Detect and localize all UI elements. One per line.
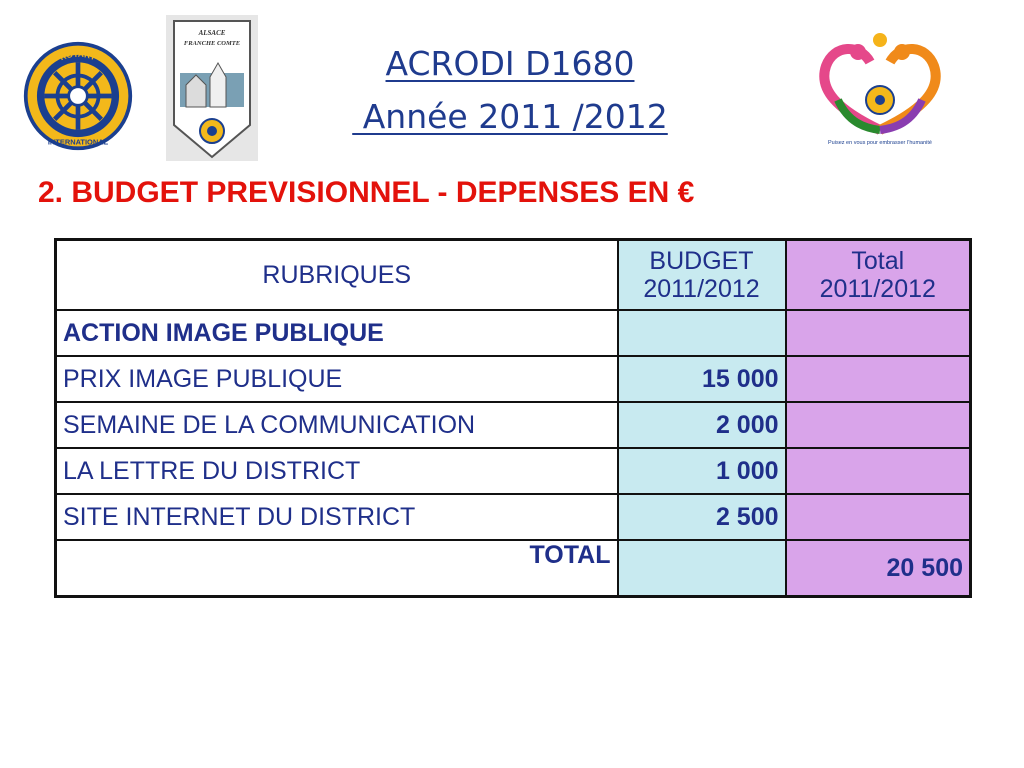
- row-budget: 2 000: [618, 402, 786, 448]
- header-total-line1: Total: [851, 247, 905, 275]
- budget-table: [54, 238, 972, 598]
- table-row: [56, 448, 971, 494]
- rotary-logo: [20, 40, 136, 152]
- row-label: LA LETTRE DU DISTRICT: [56, 448, 618, 494]
- pennant-text-franche-comte: FRANCHE COMTE: [183, 40, 241, 47]
- table-row: [56, 402, 971, 448]
- page-title-line2: Année 2011 /2012: [352, 97, 668, 136]
- section-row-budget: [618, 310, 786, 356]
- section-row-total: [786, 310, 971, 356]
- row-budget: 2 500: [618, 494, 786, 540]
- section-row-label: ACTION IMAGE PUBLIQUE: [56, 310, 618, 356]
- rotary-logo-text-top: ROTARY: [58, 48, 98, 63]
- table-total-row: [56, 540, 971, 597]
- row-label: SEMAINE DE LA COMMUNICATION: [56, 402, 618, 448]
- pennant-logo: [166, 15, 258, 161]
- pennant-text-alsace: ALSACE: [198, 29, 226, 37]
- humanity-logo: [808, 30, 952, 148]
- humanity-tagline: Puisez en vous pour embrasser l’humanité: [828, 140, 932, 146]
- row-budget: 15 000: [618, 356, 786, 402]
- table-header-row: [56, 240, 971, 311]
- page-title-line1: ACRODI D1680: [385, 44, 635, 83]
- header-total-line2: 2011/2012: [819, 275, 936, 303]
- header-budget-line2: 2011/2012: [643, 275, 760, 303]
- row-total: [786, 402, 971, 448]
- header-budget: [618, 240, 786, 311]
- table-row: [56, 356, 971, 402]
- header-budget-line1: BUDGET: [649, 247, 754, 275]
- row-total: [786, 356, 971, 402]
- header-total: [786, 240, 971, 311]
- row-total: [786, 494, 971, 540]
- row-label: SITE INTERNET DU DISTRICT: [56, 494, 618, 540]
- section-title: 2. BUDGET PREVISIONNEL - DEPENSES EN €: [38, 176, 695, 209]
- total-value: 20 500: [786, 540, 971, 597]
- total-budget-cell: [618, 540, 786, 597]
- row-label: PRIX IMAGE PUBLIQUE: [56, 356, 618, 402]
- row-total: [786, 448, 971, 494]
- row-budget: 1 000: [618, 448, 786, 494]
- total-label: TOTAL: [56, 540, 618, 597]
- table-row: [56, 494, 971, 540]
- table-section-row: [56, 310, 971, 356]
- rotary-logo-text-bottom: INTERNATIONAL: [47, 137, 109, 147]
- header-rubriques: RUBRIQUES: [56, 240, 618, 311]
